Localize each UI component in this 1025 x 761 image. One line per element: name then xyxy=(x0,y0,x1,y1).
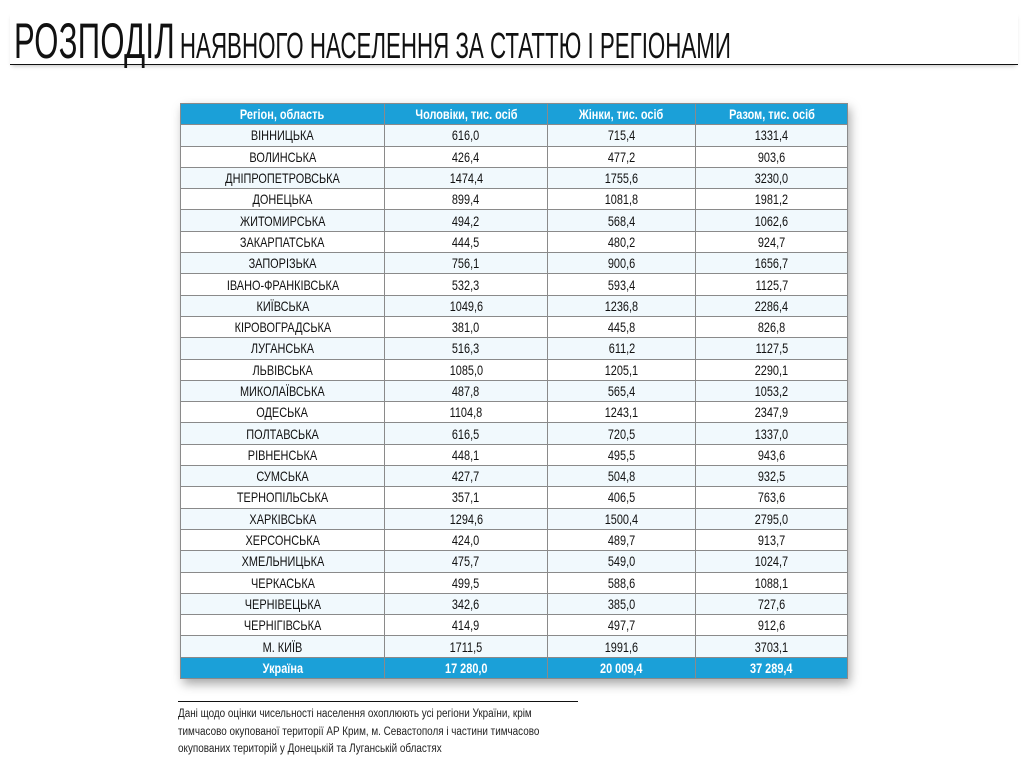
total-cell: 903,6 xyxy=(696,146,848,167)
region-cell: СУМСЬКА xyxy=(181,466,385,487)
men-cell: 357,1 xyxy=(385,487,548,508)
total-all: 37 289,4 xyxy=(696,657,848,678)
women-cell: 445,8 xyxy=(548,316,696,337)
region-cell: РІВНЕНСЬКА xyxy=(181,444,385,465)
men-cell: 616,0 xyxy=(385,125,548,146)
table-row xyxy=(181,210,848,231)
table-row xyxy=(181,146,848,167)
total-cell: 912,6 xyxy=(696,615,848,636)
table-row xyxy=(181,593,848,614)
footnote xyxy=(178,701,578,759)
women-cell: 715,4 xyxy=(548,125,696,146)
total-cell: 763,6 xyxy=(696,487,848,508)
region-cell: ОДЕСЬКА xyxy=(181,402,385,423)
women-cell: 504,8 xyxy=(548,466,696,487)
total-cell: 924,7 xyxy=(696,231,848,252)
page-header xyxy=(10,12,1018,69)
men-cell: 381,0 xyxy=(385,316,548,337)
women-cell: 495,5 xyxy=(548,444,696,465)
total-cell: 1331,4 xyxy=(696,125,848,146)
men-cell: 475,7 xyxy=(385,551,548,572)
title-main: РОЗПОДІЛ xyxy=(14,13,175,69)
table-row xyxy=(181,444,848,465)
women-cell: 489,7 xyxy=(548,529,696,550)
table-row xyxy=(181,231,848,252)
total-cell: 1053,2 xyxy=(696,380,848,401)
total-cell: 2286,4 xyxy=(696,295,848,316)
men-cell: 1474,4 xyxy=(385,167,548,188)
region-cell: ЗАПОРІЗЬКА xyxy=(181,253,385,274)
table-row xyxy=(181,338,848,359)
footnote-line: окупованих територій у Донецькій та Луганській областях xyxy=(178,743,442,755)
total-cell: 932,5 xyxy=(696,466,848,487)
total-cell: 1656,7 xyxy=(696,253,848,274)
women-cell: 477,2 xyxy=(548,146,696,167)
men-cell: 899,4 xyxy=(385,189,548,210)
total-women: 20 009,4 xyxy=(548,657,696,678)
women-cell: 1243,1 xyxy=(548,402,696,423)
table-row xyxy=(181,253,848,274)
women-cell: 549,0 xyxy=(548,551,696,572)
men-cell: 448,1 xyxy=(385,444,548,465)
total-cell: 2347,9 xyxy=(696,402,848,423)
region-cell: КИЇВСЬКА xyxy=(181,295,385,316)
title-subtitle: НАЯВНОГО НАСЕЛЕННЯ ЗА СТАТТЮ І РЕГІОНАМИ xyxy=(179,25,731,66)
total-cell: 1981,2 xyxy=(696,189,848,210)
table-row xyxy=(181,508,848,529)
table-row xyxy=(181,316,848,337)
region-cell: ДОНЕЦЬКА xyxy=(181,189,385,210)
women-cell: 720,5 xyxy=(548,423,696,444)
total-cell: 943,6 xyxy=(696,444,848,465)
women-cell: 1755,6 xyxy=(548,167,696,188)
region-cell: ПОЛТАВСЬКА xyxy=(181,423,385,444)
total-men: 17 280,0 xyxy=(385,657,548,678)
footnote-line: Дані щодо оцінки чисельності населення охоплюють усі регіони України, крім xyxy=(178,708,532,720)
men-cell: 424,0 xyxy=(385,529,548,550)
region-cell: ХАРКІВСЬКА xyxy=(181,508,385,529)
women-cell: 1500,4 xyxy=(548,508,696,529)
women-cell: 497,7 xyxy=(548,615,696,636)
table-row xyxy=(181,615,848,636)
men-cell: 616,5 xyxy=(385,423,548,444)
region-cell: ДНІПРОПЕТРОВСЬКА xyxy=(181,167,385,188)
table-row xyxy=(181,636,848,657)
men-cell: 1085,0 xyxy=(385,359,548,380)
population-table xyxy=(180,103,848,679)
table-row xyxy=(181,466,848,487)
men-cell: 1049,6 xyxy=(385,295,548,316)
region-cell: М. КИЇВ xyxy=(181,636,385,657)
region-cell: ЧЕРНІГІВСЬКА xyxy=(181,615,385,636)
total-label: Україна xyxy=(181,657,385,678)
region-cell: ХЕРСОНСЬКА xyxy=(181,529,385,550)
men-cell: 494,2 xyxy=(385,210,548,231)
total-cell: 1127,5 xyxy=(696,338,848,359)
total-cell: 2795,0 xyxy=(696,508,848,529)
women-cell: 406,5 xyxy=(548,487,696,508)
population-table-container xyxy=(180,103,847,679)
women-cell: 1991,6 xyxy=(548,636,696,657)
men-cell: 427,7 xyxy=(385,466,548,487)
women-cell: 565,4 xyxy=(548,380,696,401)
region-cell: ВІННИЦЬКА xyxy=(181,125,385,146)
region-cell: ЖИТОМИРСЬКА xyxy=(181,210,385,231)
total-cell: 1062,6 xyxy=(696,210,848,231)
women-cell: 568,4 xyxy=(548,210,696,231)
table-row xyxy=(181,295,848,316)
region-cell: ЧЕРКАСЬКА xyxy=(181,572,385,593)
footnote-line: тимчасово окупованої території АР Крим, м. Севастополя і частини тимчасово xyxy=(178,725,540,738)
region-cell: МИКОЛАЇВСЬКА xyxy=(181,380,385,401)
table-row xyxy=(181,380,848,401)
total-cell: 727,6 xyxy=(696,593,848,614)
women-cell: 1236,8 xyxy=(548,295,696,316)
table-row xyxy=(181,167,848,188)
table-row xyxy=(181,529,848,550)
table-header-row xyxy=(181,104,848,125)
men-cell: 1711,5 xyxy=(385,636,548,657)
men-cell: 487,8 xyxy=(385,380,548,401)
region-cell: ЧЕРНІВЕЦЬКА xyxy=(181,593,385,614)
column-header-region: Регіон, область xyxy=(181,104,385,125)
region-cell: ЛУГАНСЬКА xyxy=(181,338,385,359)
column-header-total: Разом, тис. осіб xyxy=(696,104,848,125)
table-row xyxy=(181,551,848,572)
table-row xyxy=(181,402,848,423)
table-row xyxy=(181,189,848,210)
column-header-men: Чоловіки, тис. осіб xyxy=(385,104,548,125)
men-cell: 532,3 xyxy=(385,274,548,295)
total-cell: 2290,1 xyxy=(696,359,848,380)
page-title xyxy=(14,13,731,69)
men-cell: 426,4 xyxy=(385,146,548,167)
men-cell: 516,3 xyxy=(385,338,548,359)
total-cell: 3230,0 xyxy=(696,167,848,188)
women-cell: 588,6 xyxy=(548,572,696,593)
table-row xyxy=(181,487,848,508)
region-cell: КІРОВОГРАДСЬКА xyxy=(181,316,385,337)
table-row xyxy=(181,125,848,146)
table-row xyxy=(181,572,848,593)
region-cell: ХМЕЛЬНИЦЬКА xyxy=(181,551,385,572)
men-cell: 499,5 xyxy=(385,572,548,593)
table-row xyxy=(181,359,848,380)
region-cell: ЛЬВІВСЬКА xyxy=(181,359,385,380)
column-header-women: Жінки, тис. осіб xyxy=(548,104,696,125)
women-cell: 385,0 xyxy=(548,593,696,614)
men-cell: 1294,6 xyxy=(385,508,548,529)
total-cell: 913,7 xyxy=(696,529,848,550)
table-row xyxy=(181,274,848,295)
women-cell: 480,2 xyxy=(548,231,696,252)
women-cell: 593,4 xyxy=(548,274,696,295)
table-total-row xyxy=(181,657,848,678)
men-cell: 342,6 xyxy=(385,593,548,614)
total-cell: 1024,7 xyxy=(696,551,848,572)
men-cell: 1104,8 xyxy=(385,402,548,423)
total-cell: 1088,1 xyxy=(696,572,848,593)
men-cell: 414,9 xyxy=(385,615,548,636)
women-cell: 611,2 xyxy=(548,338,696,359)
women-cell: 1081,8 xyxy=(548,189,696,210)
region-cell: ІВАНО-ФРАНКІВСЬКА xyxy=(181,274,385,295)
table-row xyxy=(181,423,848,444)
total-cell: 3703,1 xyxy=(696,636,848,657)
women-cell: 900,6 xyxy=(548,253,696,274)
men-cell: 756,1 xyxy=(385,253,548,274)
women-cell: 1205,1 xyxy=(548,359,696,380)
region-cell: ЗАКАРПАТСЬКА xyxy=(181,231,385,252)
total-cell: 826,8 xyxy=(696,316,848,337)
total-cell: 1125,7 xyxy=(696,274,848,295)
men-cell: 444,5 xyxy=(385,231,548,252)
total-cell: 1337,0 xyxy=(696,423,848,444)
region-cell: ТЕРНОПІЛЬСЬКА xyxy=(181,487,385,508)
region-cell: ВОЛИНСЬКА xyxy=(181,146,385,167)
